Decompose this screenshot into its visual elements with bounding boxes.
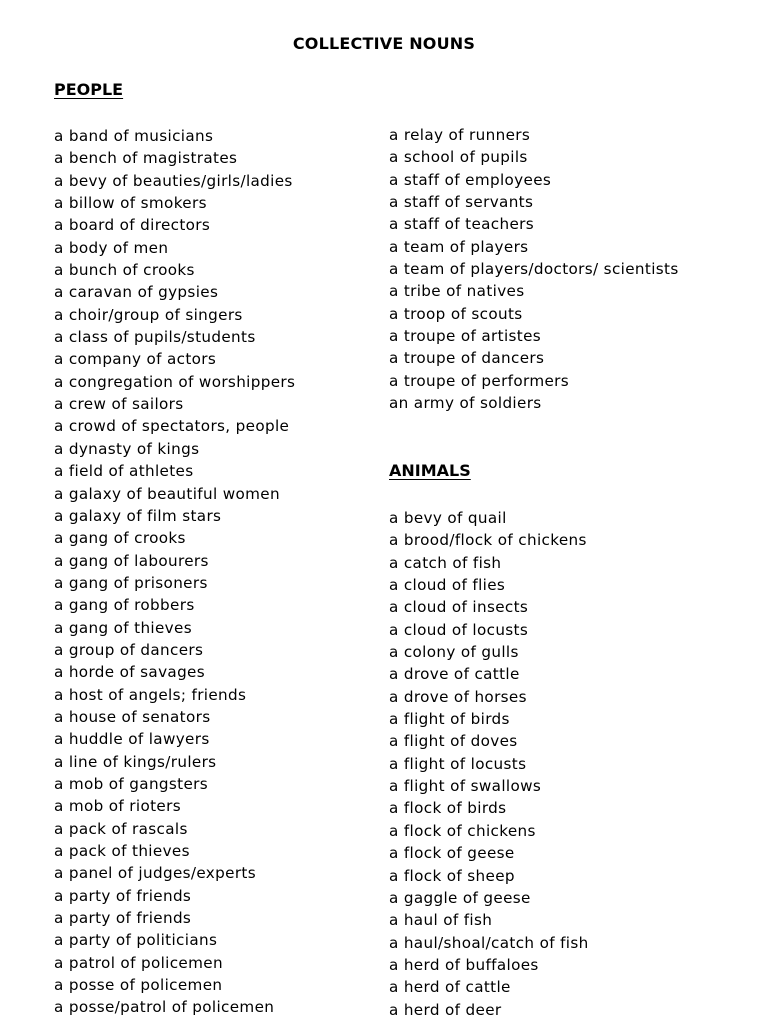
list-item: a flight of birds	[389, 710, 510, 729]
list-item: a relay of runners	[389, 126, 531, 144]
section-heading-animals: ANIMALS	[389, 461, 471, 480]
list-item: a mob of gangsters	[54, 774, 209, 793]
list-item: a flock of chickens	[389, 821, 536, 840]
list-item: a brood/flock of chickens	[389, 531, 587, 550]
list-item: a caravan of gypsies	[54, 283, 219, 302]
list-item: a troupe of dancers	[389, 349, 545, 368]
list-item: a gang of prisoners	[54, 573, 208, 592]
list-item: a flock of birds	[389, 799, 507, 818]
list-item: a troupe of performers	[389, 371, 570, 390]
list-item: a team of players	[389, 237, 529, 256]
list-item: an army of soldiers	[389, 394, 542, 413]
list-item: a herd of buffaloes	[389, 955, 539, 974]
list-item: a posse of policemen	[54, 976, 223, 995]
list-item: a host of angels; friends	[54, 685, 247, 704]
list-item: a panel of judges/experts	[54, 864, 256, 883]
list-item: a choir/group of singers	[54, 305, 243, 324]
list-item: a staff of teachers	[389, 215, 535, 234]
list-item: a staff of employees	[389, 170, 552, 189]
list-item: a line of kings/rulers	[54, 752, 217, 771]
list-item: a party of politicians	[54, 931, 218, 950]
list-item: a gang of labourers	[54, 551, 209, 570]
list-item: a board of directors	[54, 216, 211, 235]
list-item: a gang of crooks	[54, 529, 186, 548]
list-item: a house of senators	[54, 707, 211, 726]
list-item: a school of pupils	[389, 148, 528, 167]
list-item: a patrol of policemen	[54, 953, 223, 972]
list-item: a huddle of lawyers	[54, 730, 210, 749]
list-item: a bevy of quail	[389, 509, 507, 527]
list-item: a flock of sheep	[389, 866, 515, 885]
list-item: a herd of cattle	[389, 978, 511, 997]
list-item: a troupe of artistes	[389, 327, 542, 346]
list-item: a mob of rioters	[54, 797, 181, 816]
list-item: a herd of deer	[389, 1000, 502, 1019]
list-item: a company of actors	[54, 350, 217, 369]
list-item: a drove of cattle	[389, 665, 520, 684]
list-item: a party of friends	[54, 886, 192, 905]
list-item: a cloud of insects	[389, 598, 529, 617]
list-item: a staff of servants	[389, 193, 534, 212]
list-item: a group of dancers	[54, 640, 204, 659]
list-item: a troop of scouts	[389, 304, 523, 323]
people-list-left	[54, 125, 295, 1019]
section-heading-people: PEOPLE	[54, 80, 124, 99]
list-item: a crew of sailors	[54, 395, 184, 414]
list-item: a pack of rascals	[54, 819, 188, 838]
list-item: a congregation of worshippers	[54, 372, 296, 391]
list-item: a bench of magistrates	[54, 149, 238, 168]
list-item: a cloud of flies	[389, 576, 506, 595]
list-item: a drove of horses	[389, 687, 527, 706]
list-item: a bunch of crooks	[54, 261, 195, 280]
list-item: a colony of gulls	[389, 643, 519, 662]
animals-list	[389, 507, 589, 1021]
list-item: a crowd of spectators, people	[54, 417, 290, 436]
list-item: a catch of fish	[389, 553, 502, 572]
list-item: a gaggle of geese	[389, 888, 531, 907]
page-title: COLLECTIVE NOUNS	[292, 34, 476, 53]
list-item: a gang of robbers	[54, 596, 195, 615]
list-item: a haul of fish	[389, 911, 493, 930]
list-item: a party of friends	[54, 909, 192, 928]
list-item: a dynasty of kings	[54, 439, 200, 458]
list-item: a galaxy of film stars	[54, 506, 222, 525]
list-item: a flight of doves	[389, 732, 518, 751]
list-item: a team of players/doctors/ scientists	[389, 260, 679, 279]
list-item: a pack of thieves	[54, 842, 190, 860]
list-item: a cloud of locusts	[389, 620, 529, 639]
list-item: a class of pupils/students	[54, 328, 256, 347]
people-list-right	[389, 124, 679, 414]
list-item: a bevy of beauties/girls/ladies	[54, 171, 293, 190]
list-item: a flock of geese	[389, 844, 515, 863]
list-item: a flight of swallows	[389, 777, 542, 796]
list-item: a posse/patrol of policemen	[54, 998, 275, 1017]
list-item: a flight of locusts	[389, 754, 527, 773]
list-item: a tribe of natives	[389, 282, 525, 301]
list-item: a band of musicians	[54, 127, 214, 145]
list-item: a gang of thieves	[54, 618, 192, 637]
list-item: a haul/shoal/catch of fish	[389, 933, 589, 952]
list-item: a billow of smokers	[54, 194, 207, 213]
list-item: a galaxy of beautiful women	[54, 484, 280, 503]
list-item: a body of men	[54, 238, 169, 257]
list-item: a horde of savages	[54, 663, 206, 682]
list-item: a field of athletes	[54, 462, 194, 481]
